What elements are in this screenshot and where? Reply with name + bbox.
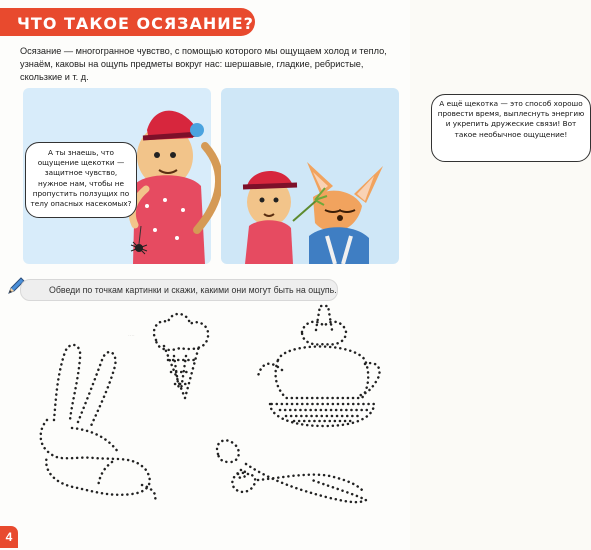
speech-bubble-left: А ты знаешь, что ощущение щекотки — защитное чувство, нужное нам, чтобы не пропустить ползущих по телу опасных насекомых? <box>25 142 137 218</box>
comic-strip <box>23 88 585 264</box>
instruction-box <box>20 279 338 301</box>
bunny-outline <box>41 345 156 500</box>
scissors-outline <box>217 440 366 502</box>
page-number: 4 <box>0 526 18 548</box>
friends-illustration <box>221 88 399 264</box>
instruction-text: Обведи по точкам картинки и скажи, какими они могут быть на ощупь. <box>49 285 337 295</box>
comic-panel-left <box>23 88 211 264</box>
page-title: ЧТО ТАКОЕ ОСЯЗАНИЕ? <box>17 14 254 33</box>
ice-cream-outline <box>154 314 208 398</box>
intro-paragraph: Осязание — многогранное чувство, с помощью которого мы ощущаем холод и тепло, узнаём, каковы на ощупь предметы вокруг нас: шершавые, гладкие, ребристые, скользкие и т. д. <box>20 46 387 82</box>
comic-panel-right <box>221 88 585 264</box>
faint-background-text: .... <box>128 332 135 338</box>
scissors-screw <box>237 470 245 478</box>
teapot-outline <box>258 306 380 426</box>
speech-bubble-right: А ещё щекотка — это способ хорошо провести время, выплеснуть энергию и укрепить дружеские связи! Вот такое необычное ощущение! <box>431 94 591 162</box>
